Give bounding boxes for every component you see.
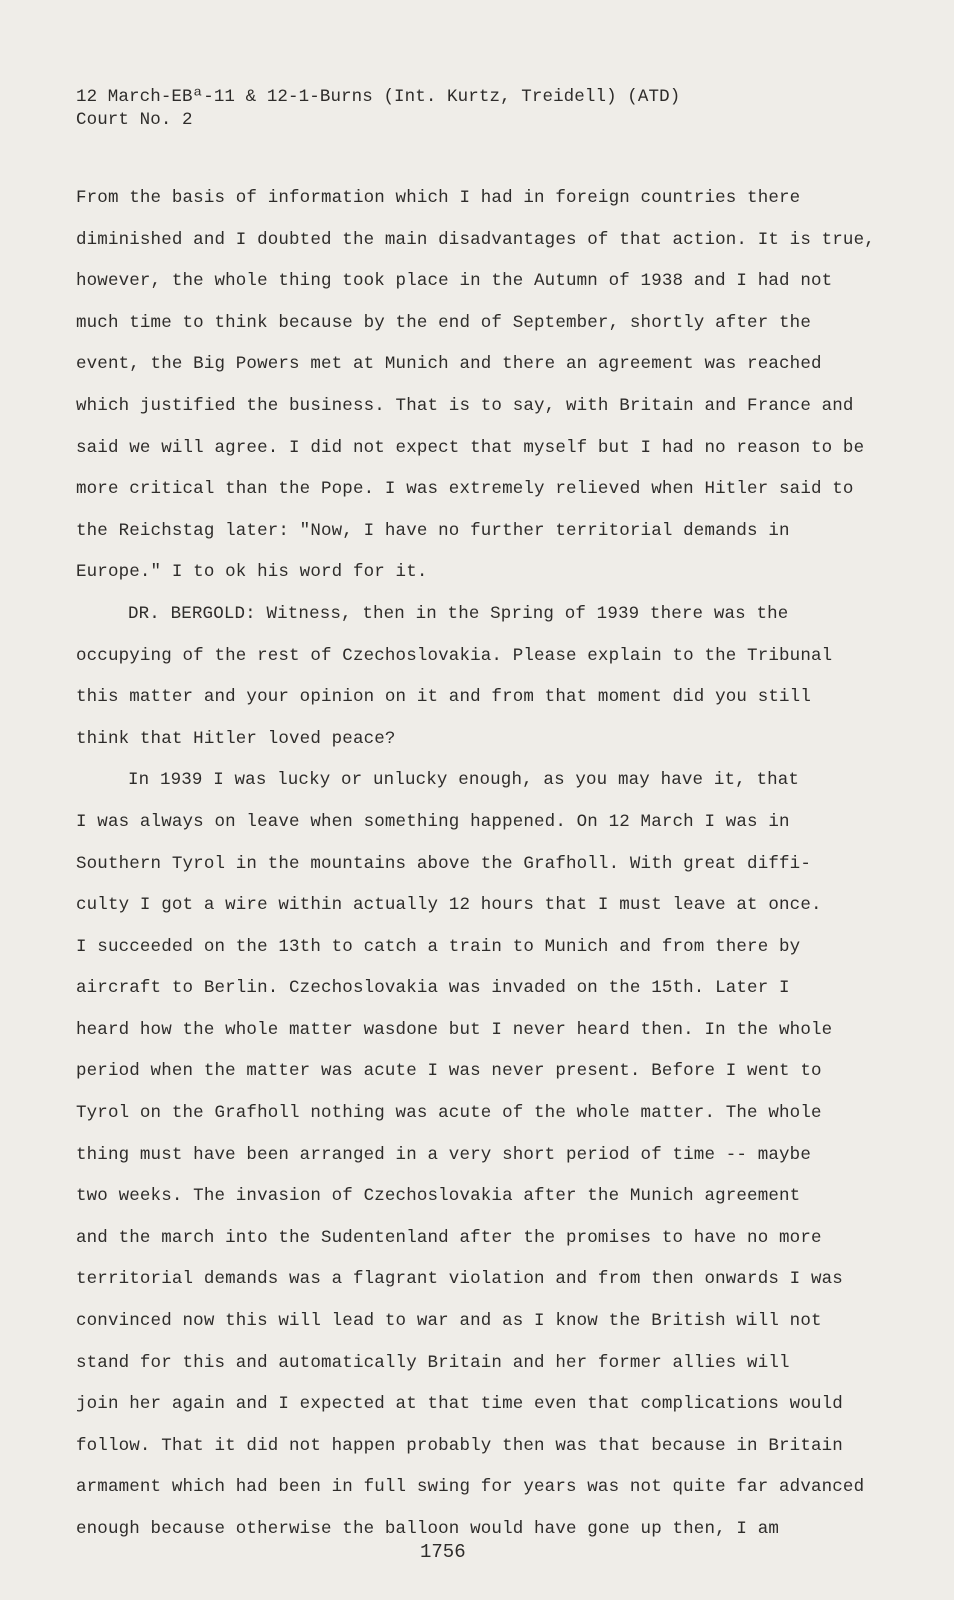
text-line: two weeks. The invasion of Czechoslovakia after the Munich agreement	[76, 1186, 801, 1207]
text-line: occupying of the rest of Czechoslovakia. Please explain to the Tribunal	[76, 645, 833, 666]
text-line: DR. BERGOLD: Witness, then in the Spring of 1939 there was the	[128, 603, 789, 624]
text-line: and the march into the Sudentenland after the promises to have no more	[76, 1227, 822, 1248]
document-header	[76, 86, 680, 132]
text-line: stand for this and automatically Britain and her former allies will	[76, 1352, 790, 1373]
header-session-line: 12 March-EBª-11 & 12-1-Burns (Int. Kurtz, Treidell) (ATD)	[76, 87, 681, 107]
page-number: 1756	[420, 1541, 466, 1563]
header-court-line: Court No. 2	[76, 110, 193, 130]
text-line: period when the matter was acute I was never present. Before I went to	[76, 1061, 822, 1082]
text-line: Europe." I to ok his word for it.	[76, 562, 428, 583]
text-line: this matter and your opinion on it and from that moment did you still	[76, 687, 811, 708]
text-line: aircraft to Berlin. Czechoslovakia was invaded on the 15th. Later I	[76, 978, 790, 999]
text-line: I was always on leave when something happened. On 12 March I was in	[76, 811, 790, 832]
text-line: however, the whole thing took place in the Autumn of 1938 and I had not	[76, 271, 833, 292]
text-line: much time to think because by the end of September, shortly after the	[76, 312, 811, 333]
text-line: territorial demands was a flagrant violation and from then onwards I was	[76, 1269, 843, 1290]
text-line: follow. That it did not happen probably then was that because in Britain	[76, 1435, 843, 1456]
text-line: said we will agree. I did not expect that myself but I had no reason to be	[76, 437, 865, 458]
text-line: which justified the business. That is to say, with Britain and France and	[76, 395, 854, 416]
text-line: convinced now this will lead to war and as I know the British will not	[76, 1311, 822, 1332]
text-line: I succeeded on the 13th to catch a train to Munich and from there by	[76, 936, 801, 957]
text-line: enough because otherwise the balloon would have gone up then, I am	[76, 1519, 780, 1539]
text-line: culty I got a wire within actually 12 hours that I must leave at once.	[76, 895, 822, 916]
text-line: thing must have been arranged in a very short period of time -- maybe	[76, 1144, 811, 1165]
text-line: From the basis of information which I had in foreign countries there	[76, 188, 801, 208]
text-line: join her again and I expected at that time even that complications would	[76, 1394, 843, 1415]
text-line: Tyrol on the Grafholl nothing was acute of the whole matter. The whole	[76, 1103, 822, 1124]
text-line: heard how the whole matter wasdone but I never heard then. In the whole	[76, 1019, 833, 1040]
text-line: Southern Tyrol in the mountains above the Grafholl. With great diffi-	[76, 853, 811, 874]
text-line: armament which had been in full swing for years was not quite far advanced	[76, 1477, 865, 1498]
transcript-body	[76, 187, 896, 1560]
text-line: event, the Big Powers met at Munich and there an agreement was reached	[76, 354, 822, 375]
text-line: In 1939 I was lucky or unlucky enough, as you may have it, that	[128, 770, 800, 791]
text-line: diminished and I doubted the main disadvantages of that action. It is true,	[76, 229, 875, 250]
text-line: think that Hitler loved peace?	[76, 728, 396, 749]
text-line: the Reichstag later: "Now, I have no further territorial demands in	[76, 520, 790, 541]
text-line: more critical than the Pope. I was extremely relieved when Hitler said to	[76, 479, 854, 500]
